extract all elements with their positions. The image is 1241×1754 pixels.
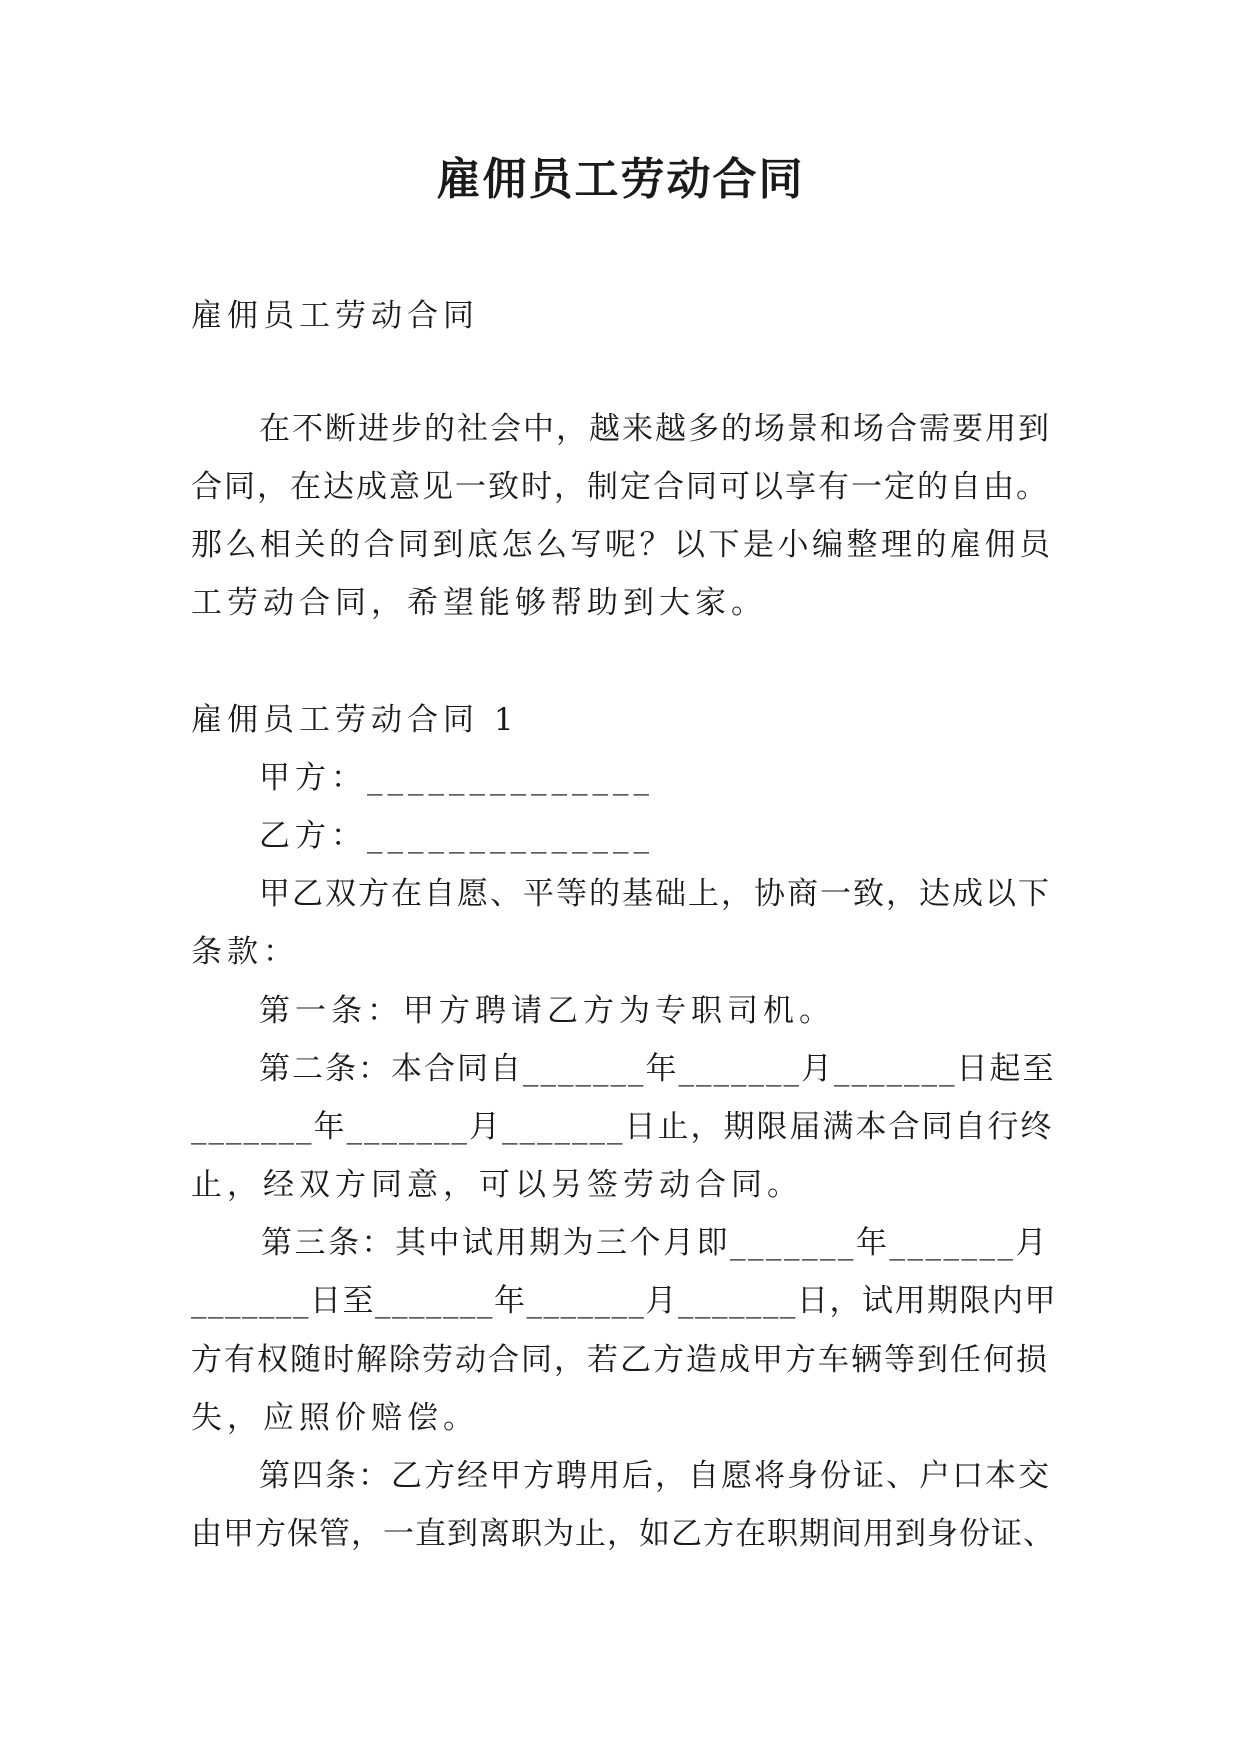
article1-line-1: 第一条：甲方聘请乙方为专职司机。 — [259, 993, 835, 1029]
party-b-line: 乙方：______________ — [259, 818, 654, 854]
document-title: 雇佣员工劳动合同 — [436, 154, 805, 205]
section-heading: 雇佣员工劳动合同 1 — [191, 702, 519, 738]
article2-line-2: _______年_______月_______日止，期限届满本合同自行终 — [191, 1109, 1054, 1145]
intro-line-2: 合同，在达成意见一致时，制定合同可以享有一定的自由。 — [191, 469, 1049, 505]
preamble-line-1: 甲乙双方在自愿、平等的基础上，协商一致，达成以下 — [259, 876, 1051, 912]
article4-line-1: 第四条：乙方经甲方聘用后，自愿将身份证、户口本交 — [259, 1458, 1051, 1494]
party-a-line: 甲方：______________ — [259, 760, 654, 796]
article3-line-4: 失，应照价赔偿。 — [191, 1400, 479, 1436]
document-subtitle: 雇佣员工劳动合同 — [191, 298, 479, 334]
intro-line-1: 在不断进步的社会中，越来越多的场景和场合需要用到 — [259, 411, 1051, 447]
article3-line-1: 第三条：其中试用期为三个月即_______年_______月 — [261, 1225, 1049, 1261]
preamble-line-2: 条款： — [191, 934, 299, 970]
intro-line-4: 工劳动合同，希望能够帮助到大家。 — [191, 585, 767, 621]
article3-line-3: 方有权随时解除劳动合同，若乙方造成甲方车辆等到任何损 — [191, 1342, 1049, 1378]
article4-line-2: 由甲方保管，一直到离职为止，如乙方在职期间用到身份证、 — [191, 1516, 1055, 1552]
article2-line-1: 第二条：本合同自_______年_______月_______日起至 — [259, 1051, 1056, 1087]
article2-line-3: 止，经双方同意，可以另签劳动合同。 — [191, 1167, 803, 1203]
article3-line-2: _______日至_______年_______月_______日，试用期限内甲 — [191, 1283, 1057, 1319]
intro-line-3: 那么相关的合同到底怎么写呢？以下是小编整理的雇佣员 — [191, 527, 1054, 563]
